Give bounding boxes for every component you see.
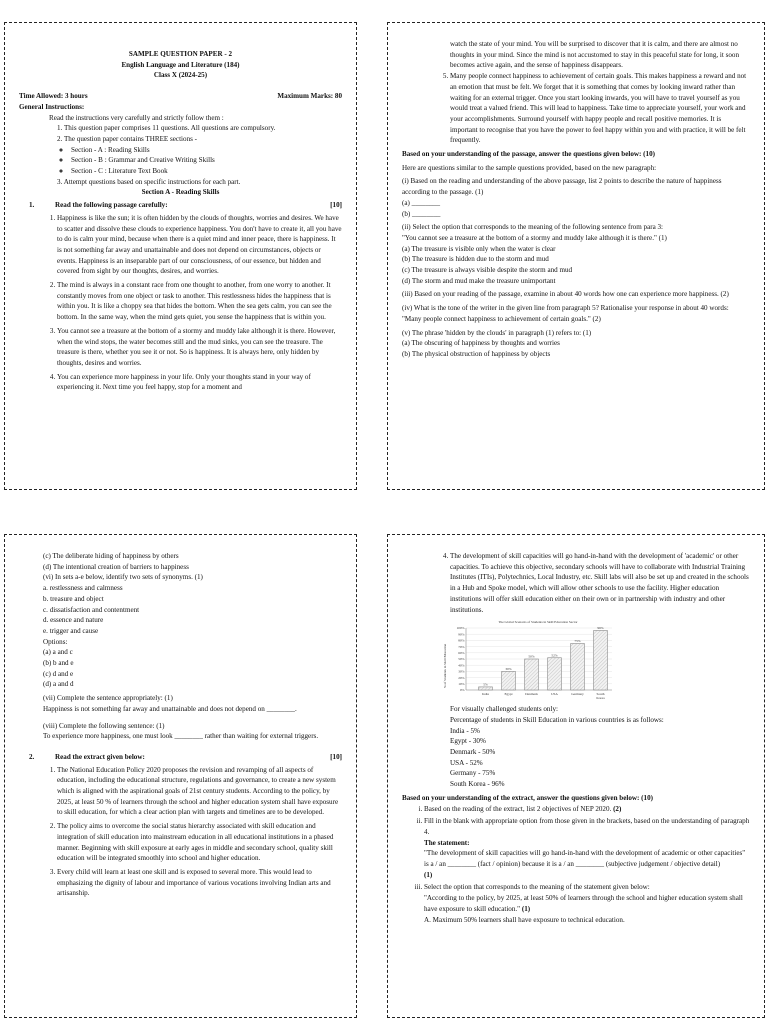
statement-label: The statement: — [424, 838, 470, 847]
question-viii: (viii) Complete the following sentence: (1) — [43, 721, 165, 730]
category-label: South — [596, 692, 605, 697]
question-instruction: Read the extract given below: — [55, 752, 145, 761]
page-4 — [387, 534, 765, 1018]
answer-blank-b: (b) ________ — [402, 209, 441, 218]
section-item: ◦ Section - B : Grammar and Creative Writing Skills — [71, 155, 342, 166]
y-tick-label: 50% — [458, 657, 465, 662]
bar — [594, 631, 608, 691]
extract-paragraph: 4. The development of skill capacities will go hand-in-hand with the development of 'academic' or other capacities. To achieve this objective, secondary schools will have to collaborate with Industrial Training Institutes (ITIs), Polytechnics, Local Industry, etc. Skill labs will also be set up and created in the schools in a Hub and Spoke model, which will allow other schools to use the facility. Higher education institutions will offer skill education either on their own or in partnership with industry and other institutions. — [450, 551, 750, 615]
gi-item-2: 2. The question paper contains THREE sections - — [57, 134, 198, 143]
y-tick-label: 0% — [459, 688, 465, 693]
y-axis-label: % of Students in Skill Education — [443, 644, 447, 689]
question-iii-quote: "According to the policy, by 2025, at least 50% of learners through the school and higher education system shall have exposure to skill education." — [424, 894, 743, 913]
question-number: 1. — [29, 201, 35, 210]
question-i-text: Based on the reading of the extract, list 2 objectives of NEP 2020. — [424, 804, 612, 813]
y-tick-label: 10% — [458, 682, 465, 687]
passage-paragraphs — [402, 71, 750, 146]
question-iii-text: Select the option that corresponds to the meaning of the statement given below: — [424, 883, 650, 892]
category-label: Denmark — [525, 692, 538, 697]
passage-paragraph: 4. You can experience more happiness in your life. Only your thoughts stand in your way of experiencing it. Next time you feel happy, stop for a moment and — [57, 372, 342, 393]
paper-subject: English Language and Literature (184) — [121, 60, 240, 69]
extract-paragraph: 3. Every child will learn at least one skill and is exposed to several more. This would lead to emphasizing the dignity of labour and importance of various vocations involving Indian arts and artisanship. — [57, 867, 342, 899]
vi-item: India - 5% — [450, 726, 480, 735]
question-ii-text: Fill in the blank with appropriate option from those given in the brackets, based on the understanding of paragraph 4. — [424, 817, 750, 836]
data-label: 50% — [528, 654, 535, 659]
option: (b) b and e — [43, 659, 74, 668]
option: (b) The physical obstruction of happiness by objects — [402, 349, 551, 358]
section-item: ◦ Section - C : Literature Text Book — [71, 166, 342, 177]
page-1 — [4, 22, 357, 490]
category-label: Egypt — [504, 692, 513, 697]
chart-title: The Global Scenario of Students in Skill Education Sector — [498, 620, 578, 625]
data-label: 30% — [505, 667, 512, 672]
extract-paragraph: 2. The policy aims to overcome the social status hierarchy associated with skill education and integration of skill education into mainstream education in all educational institutions in a phased manner. Beginning with skill exposure at early ages in middle and secondary school, quality skill education will be integrated smoothly into school and higher education. — [57, 821, 342, 864]
bar — [479, 687, 493, 690]
extract-paragraphs — [19, 765, 342, 899]
y-tick-label: 30% — [458, 669, 465, 674]
extract-paragraph: 1. The National Education Policy 2020 proposes the revision and revamping of all aspects of education, including the educational structure, regulations and governance, to create a new system which is aligned with the aspirational goals of 21st century students. According to the policy, by 2025, at least 50 % of learners through the school and higher education system shall have exposure to skill education, for which a clear action plan with targets and timelines are to be developed. — [57, 765, 342, 819]
question-ii-quote: "The development of skill capacities will go hand-in-hand with the development of academic or other capacities" is a / an ________ (fact / opinion) because it is a / an ________ (subjective judgement / objective detail) — [424, 849, 746, 869]
question-2-heading — [19, 752, 342, 763]
y-tick-label: 60% — [458, 651, 465, 656]
time-marks-row — [19, 91, 342, 102]
question-vi: (vi) In sets a-e below, identify two sets of synonyms. (1) — [43, 573, 203, 582]
question-iv: (iv) What is the tone of the writer in the given line from paragraph 5? Rationalise your response in about 40 words: — [402, 304, 729, 313]
bar — [502, 672, 516, 691]
question-i: (i) Based on the reading and understanding of the above passage, list 2 points to describe the nature of happiness according to the passage. (1) — [402, 177, 722, 197]
vi-item: USA - 52% — [450, 758, 483, 767]
option: (c) The treasure is always visible despite the storm and mud — [402, 266, 573, 275]
bar — [548, 658, 562, 690]
synonym-set: c. dissatisfaction and contentment — [43, 605, 140, 614]
data-label: 75% — [574, 639, 581, 644]
paper-class: Class X (2024-25) — [153, 71, 208, 80]
general-instructions-heading: General Instructions: — [19, 102, 85, 111]
vi-item: South Korea - 96% — [450, 780, 505, 789]
paper-title: SAMPLE QUESTION PAPER - 2 — [128, 50, 233, 58]
gi-intro: Read the instructions very carefully and strictly follow them : — [49, 113, 224, 122]
question-vii-text: Happiness is not something far away and unattainable and does not depend on ________. — [43, 704, 297, 713]
option: (c) The deliberate hiding of happiness by others — [43, 552, 179, 560]
questions-intro: Here are questions similar to the sample questions provided, based on the new paragraph: — [402, 163, 657, 172]
page-3 — [4, 534, 357, 1018]
data-label: 52% — [551, 653, 558, 658]
question-iii: (iii) Based on your reading of the passage, examine in about 40 words how one can experience more happiness. (2) — [402, 290, 729, 299]
option: (a) The treasure is visible only when the water is clear — [402, 244, 556, 253]
synonym-set: e. trigger and cause — [43, 626, 99, 635]
y-tick-label: 100% — [456, 626, 465, 631]
section-item: ◦ Section - A : Reading Skills — [71, 145, 342, 156]
question-marks: [10] — [330, 752, 342, 761]
question-marks: [10] — [330, 201, 342, 210]
category-label: Korea — [596, 696, 605, 701]
gi-item-3: 3. Attempt questions based on specific instructions for each part. — [57, 177, 241, 186]
questions-instruction: Based on your understanding of the extract, answer the questions given below: (10) — [402, 793, 653, 802]
options-label: Options: — [43, 637, 68, 646]
max-marks: Maximum Marks: 80 — [277, 92, 342, 101]
option: (d) The storm and mud make the treasure unimportant — [402, 276, 556, 285]
option: (b) The treasure is hidden due to the storm and mud — [402, 255, 549, 264]
answer-blank-a: (a) ________ — [402, 198, 441, 207]
y-tick-label: 90% — [458, 632, 465, 637]
category-label: Germany — [571, 692, 584, 697]
data-label: 96% — [597, 626, 604, 631]
visually-challenged-heading: For visually challenged students only: — [450, 705, 558, 714]
passage-continuation: watch the state of your mind. You will be surprised to discover that it is calm, and there are almost no thoughts in your mind. Since the mind is not accustomed to stay in this peaceful state for long, it soon becomes active again, and the sense of happiness disappears. — [450, 40, 740, 70]
question-iii-option-a: A. Maximum 50% learners shall have exposure to technical education. — [424, 915, 625, 924]
synonym-set: d. essence and nature — [43, 616, 104, 625]
option: (a) The obscuring of happiness by thoughts and worries — [402, 339, 560, 348]
passage-paragraph: 2. The mind is always in a constant race from one thought to another, from one worry to another. It constantly moves from one object or task to another. This restlessness hides the happiness that is within you. It is like a choppy sea that hides the bottom. When the sea gets calm, you can see the bottom. In the same way, when the mind gets quiet, you sense the happiness that is within you. — [57, 280, 342, 323]
option: (c) d and e — [43, 669, 74, 678]
question-iii-marks: (1) — [521, 904, 531, 913]
question-v: (v) The phrase 'hidden by the clouds' in paragraph (1) refers to: (1) — [402, 328, 592, 337]
section-list — [19, 145, 342, 177]
category-label: USA — [551, 692, 558, 697]
bar — [571, 644, 585, 691]
skill-education-bar-chart — [436, 618, 616, 704]
question-1-heading — [19, 200, 342, 211]
question-list — [402, 804, 750, 926]
question-ii-marks: (1) — [424, 870, 433, 879]
synonym-set: a. restlessness and calmness — [43, 584, 123, 593]
question-ii-quote: "You cannot see a treasure at the bottom of a stormy and muddy lake although it is there." (1) — [402, 233, 667, 242]
extract-paragraphs — [402, 551, 750, 615]
question-ii — [424, 816, 750, 880]
question-ii: (ii) Select the option that corresponds to the meaning of the following sentence from para 3: — [402, 223, 664, 232]
question-number: 2. — [29, 752, 35, 761]
y-tick-label: 70% — [458, 645, 465, 650]
passage-paragraphs — [19, 213, 342, 393]
y-tick-label: 80% — [458, 638, 465, 643]
question-vii: (vii) Complete the sentence appropriately: (1) — [43, 694, 173, 703]
category-label: India — [482, 692, 489, 697]
option: (d) a and d — [43, 680, 74, 689]
question-iv-quote: "Many people connect happiness to achievement of certain goals." (2) — [402, 314, 601, 323]
vi-item: Denmark - 50% — [450, 748, 496, 757]
vi-item: Egypt - 30% — [450, 737, 486, 746]
question-i — [424, 804, 750, 815]
passage-paragraph: 1. Happiness is like the sun; it is often hidden by the clouds of thoughts, worries and desires. We have to scatter and dissolve these clouds to experience happiness. You don't have to create it, all you have to do is calm your mind, because when there is a quiet mind and inner peace, there is happiness. It is not something far away and unattainable and does not depend on circumstances, objects or events. Happiness is an inseparable part of our consciousness, of our essence, but hidden and covered from sight by our thoughts, desires, and worries. — [57, 213, 342, 277]
time-allowed: Time Allowed: 3 hours — [19, 92, 88, 101]
option: (a) a and c — [43, 648, 73, 657]
gi-item-1: 1. This question paper comprises 11 questions. All questions are compulsory. — [57, 124, 276, 133]
question-i-marks: (2) — [613, 804, 622, 813]
y-tick-label: 40% — [458, 663, 465, 668]
vi-item: Germany - 75% — [450, 769, 496, 778]
page-2 — [387, 22, 765, 490]
y-tick-label: 20% — [458, 676, 465, 681]
data-label: 5% — [483, 682, 488, 687]
option: (d) The intentional creation of barriers to happiness — [43, 562, 189, 571]
synonym-set: b. treasure and object — [43, 594, 104, 603]
question-viii-text: To experience more happiness, one must look ________ rather than waiting for external triggers. — [43, 732, 319, 741]
question-iii — [424, 882, 750, 925]
bar — [525, 659, 539, 690]
passage-paragraph: 3. You cannot see a treasure at the bottom of a stormy and muddy lake although it is there. However, when the wind stops, the water becomes still and the mud sinks, you can see the treasure. The treasure is there, whether you see it or not. So is happiness. It is always here, only hidden by thoughts, desires and worries. — [57, 326, 342, 369]
section-a-heading: Section A - Reading Skills — [141, 188, 220, 197]
vi-intro: Percentage of students in Skill Education in various countries is as follows: — [450, 715, 664, 724]
passage-paragraph: 5. Many people connect happiness to achievement of certain goals. This makes happiness a reward and not an emotion that must be felt. We forget that it is something that comes by looking inward rather than waiting for an external trigger. Once you start looking inwards, you will have to travel yourself as you would treat a valued friend. This will lead to happiness. Take time to appreciate yourself, your work and your accomplishments. Surround yourself with happy people and recall positive memories. It is important to recognise that you have the power to feel happy within you and with practice, it will be felt frequently. — [450, 71, 750, 146]
questions-instruction: Based on your understanding of the passage, answer the questions given below: (10) — [402, 150, 655, 159]
question-instruction: Read the following passage carefully: — [55, 201, 168, 210]
